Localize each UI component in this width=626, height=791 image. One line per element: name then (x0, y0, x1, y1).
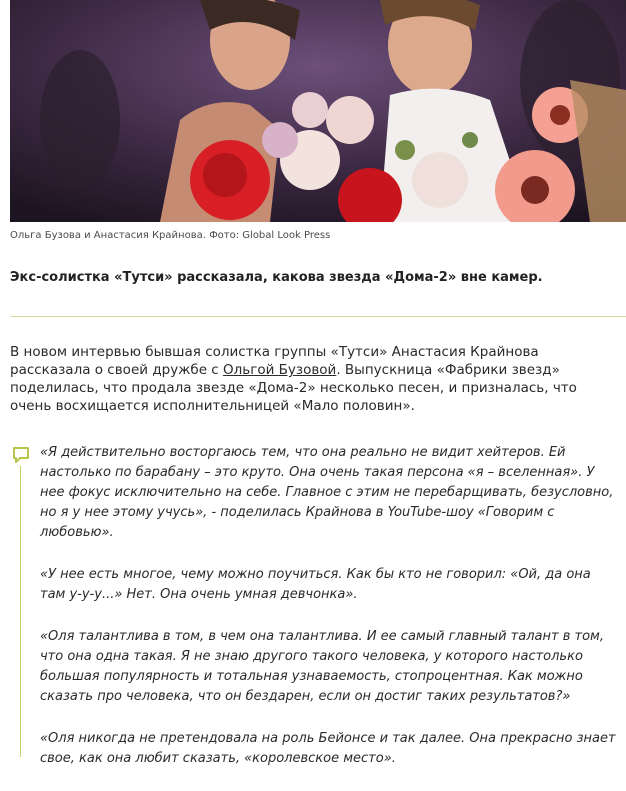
photo-illustration (10, 0, 626, 222)
article-lead: Экс-солистка «Тутси» рассказала, какова звезда «Дома-2» вне камер. (10, 270, 543, 285)
quote-1: «Я действительно восторгаюсь тем, что она реально не видит хейтеров. Ей настолько по барабану – это круто. Она очень такая персона «я – вселенная». У нее фокус исключительно на себе. Главное с этим не перебарщивать, безусловно, но я у нее этому учусь», - поделилась Крайнова в YouTube-шоу «Говорим с любовью». (40, 445, 614, 540)
article-paragraph (10, 343, 622, 415)
quote-4: «Оля никогда не претендовала на роль Бейонсе и так далее. Она прекрасно знает свое, как она любит сказать, «королевское место». (40, 731, 616, 766)
section-divider (10, 316, 626, 317)
paragraph-text-start: В новом интервью бывшая солистка группы «Тутси» Анастасия Крайнова рассказала о своей дружбе с (10, 344, 539, 378)
quote-block (40, 443, 620, 791)
paragraph-text-end: . Выпускница «Фабрики звезд» поделилась, что продала звезде «Дома-2» несколько песен, и призналась, что очень восхищается исполнительницей «Мало половин». (10, 362, 577, 414)
photo-caption: Ольга Бузова и Анастасия Крайнова. Фото: Global Look Press (10, 230, 331, 241)
article-photo (10, 0, 626, 222)
quote-accent-bar (20, 466, 21, 757)
quote-2: «У нее есть многое, чему можно поучиться. Как бы кто не говорил: «Ой, да она там у-у-у...» Нет. Она очень умная девчонка». (40, 567, 591, 602)
quote-3: «Оля талантлива в том, в чем она талантлива. И ее самый главный талант в том, что она одна такая. Я не знаю другого такого человека, у которого настолько большая популярность и тотальная узнаваемость, стопроцентная. Как можно сказать про человека, что он бездарен, если он достиг таких результатов?» (40, 629, 604, 704)
speech-bubble-icon (12, 446, 30, 464)
person-link-buzova[interactable]: Ольгой Бузовой (223, 362, 337, 378)
